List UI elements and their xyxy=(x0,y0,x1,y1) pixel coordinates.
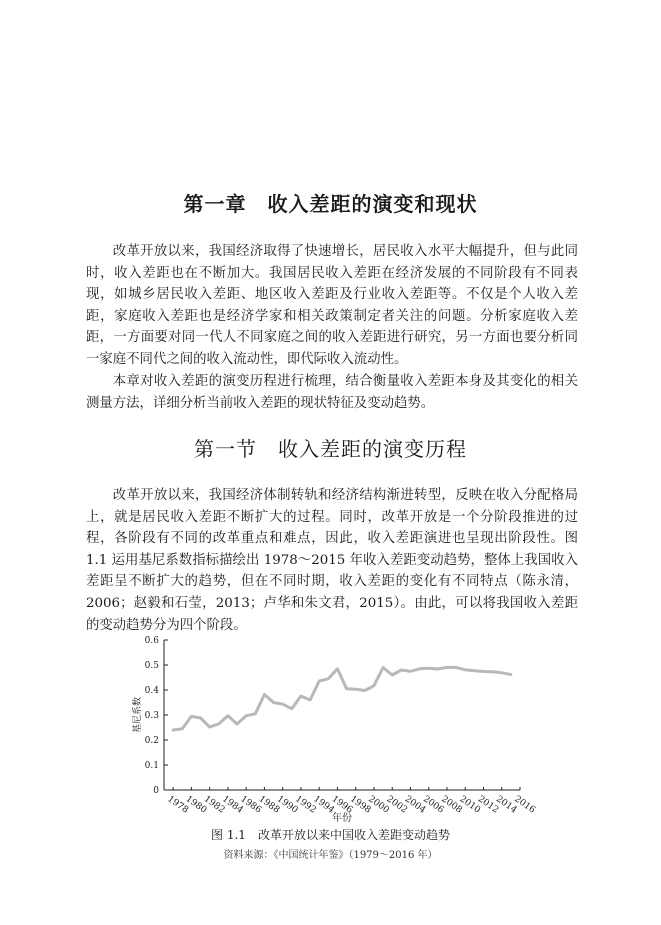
figure-caption: 图 1.1 改革开放以来中国收入差距变动趋势 xyxy=(211,828,450,842)
x-tick-label: 2010 xyxy=(457,794,483,816)
x-tick-label: 1984 xyxy=(220,794,245,816)
x-tick-label: 2004 xyxy=(402,794,428,816)
x-tick-label: 2014 xyxy=(494,794,519,816)
x-tick-label: 2000 xyxy=(366,794,391,816)
x-tick-label: 1978 xyxy=(165,794,190,816)
x-tick-label: 1980 xyxy=(183,794,209,816)
x-tick-label: 2006 xyxy=(420,794,446,816)
x-tick-label: 2008 xyxy=(439,794,464,816)
x-tick-label: 1988 xyxy=(256,794,282,816)
y-axis-label: 基尼系数 xyxy=(133,696,143,734)
y-tick-label: 0.2 xyxy=(144,736,159,746)
x-tick-label: 1998 xyxy=(347,794,373,816)
x-tick-label: 1992 xyxy=(293,794,318,816)
figure-source: 资料来源：《中国统计年鉴》（1979～2016 年） xyxy=(223,850,438,861)
intro-paragraph-2: 本章对收入差距的演变历程进行梳理，结合衡量收入差距本身及其变化的相关测量方法，详细分析当前收入差距的现状特征及变动趋势。 xyxy=(86,374,578,411)
x-tick-label: 2016 xyxy=(512,794,537,816)
x-tick-label: 2012 xyxy=(475,794,501,816)
section-paragraph-1: 改革开放以来，我国经济体制转轨和经济结构渐进转型，反映在收入分配格局上，就是居民收入差距不断扩大的过程。同时，改革开放是一个分阶段推进的过程，各阶段有不同的改革重点和难点，因此，收入差距演进也呈现出阶段性。图 1.1 运用基尼系数指标描绘出 1978～2015 年收入差距变动趋势，整体上我国收入差距呈不断扩大的趋势，但在不同时期，收入差距的变化有不同特点（陈永清，2006；赵毅和石莹，2013；卢华和朱文君，2015）。由此，可以将我国收入差距的变动趋势分为四个阶段。 xyxy=(86,488,578,633)
x-tick-label: 1990 xyxy=(274,794,300,816)
gini-series-line xyxy=(173,667,511,730)
x-tick-label: 2002 xyxy=(384,794,409,816)
intro-paragraph-1: 改革开放以来，我国经济取得了快速增长，居民收入水平大幅提升，但与此同时，收入差距也在不断加大。我国居民收入差距在经济发展的不同阶段有不同表现，如城乡居民收入差距、地区收入差距及行业收入差距等。不仅是个人收入差距，家庭收入差距也是经济学家和相关政策制定者关注的问题。分析家庭收入差距，一方面要对同一代人不同家庭之间的收入差距进行研究，另一方面也要分析同一家庭不同代之间的收入流动性，即代际收入流动性。 xyxy=(86,244,578,367)
chapter-title: 第一章 收入差距的演变和现状 xyxy=(183,192,478,216)
y-tick-label: 0 xyxy=(153,786,159,796)
y-tick-label: 0.3 xyxy=(144,711,159,721)
x-tick-label: 1986 xyxy=(238,794,263,816)
gini-line-chart xyxy=(120,630,540,825)
y-tick-label: 0.6 xyxy=(144,636,159,646)
y-tick-label: 0.1 xyxy=(144,761,159,771)
y-tick-label: 0.4 xyxy=(144,686,159,696)
y-tick-label: 0.5 xyxy=(144,661,159,671)
x-tick-label: 1982 xyxy=(201,794,227,816)
section-title: 第一节 收入差距的演变历程 xyxy=(194,437,467,461)
x-tick-label: 1996 xyxy=(329,794,355,816)
x-axis-label: 年份 xyxy=(332,813,352,824)
x-tick-label: 1994 xyxy=(311,794,336,816)
